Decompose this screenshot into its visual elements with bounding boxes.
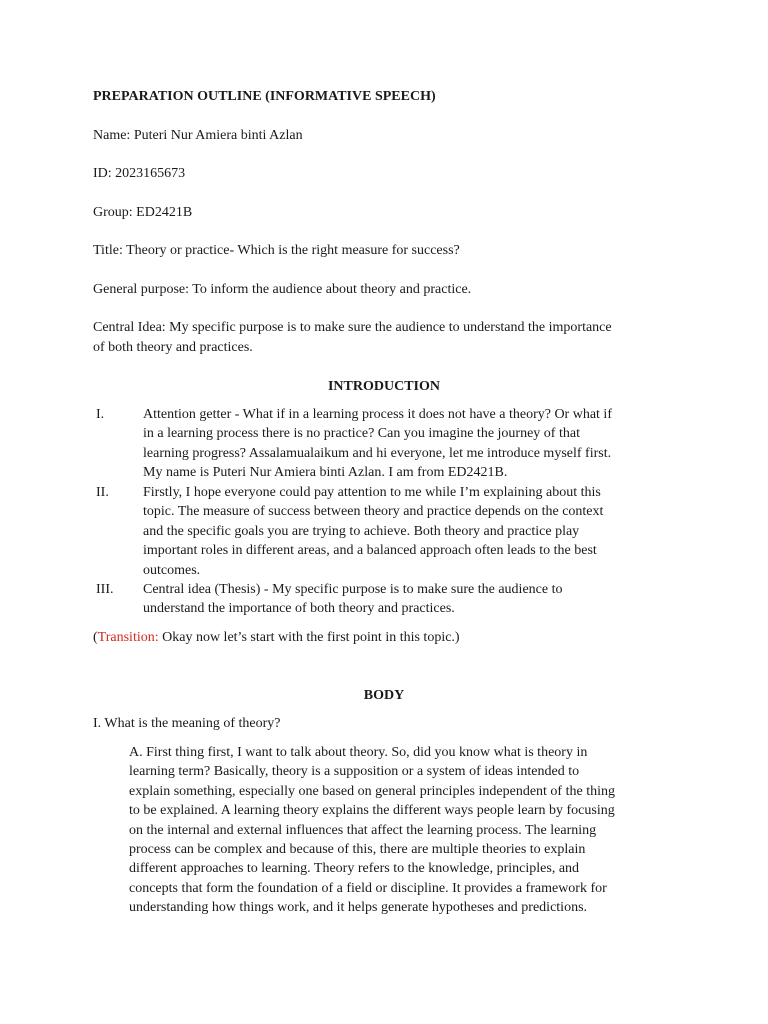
text-line: in a learning process there is no practice? Can you imagine the journey of that xyxy=(143,426,580,442)
text-line: topic. The measure of success between theory and practice depends on the context xyxy=(143,504,604,520)
text-line: important roles in different areas, and a balanced approach often leads to the best xyxy=(143,543,597,559)
intro-item-text xyxy=(143,483,663,580)
intro-item-numeral: II. xyxy=(96,485,109,500)
text-line: understanding how things work, and it helps generate hypotheses and predictions. xyxy=(129,900,588,916)
body-point-1-a-paragraph xyxy=(129,743,689,918)
text-line: process can be complex and because of this, there are multiple theories to explain xyxy=(129,842,586,858)
transition-line xyxy=(93,628,460,647)
text-line: Central idea (Thesis) - My specific purpose is to make sure the audience to xyxy=(143,582,563,597)
text-line: Attention getter - What if in a learning process it does not have a theory? Or what if xyxy=(143,407,612,422)
text-line: and the specific goals you are trying to achieve. Both theory and practice play xyxy=(143,523,580,539)
intro-item-text xyxy=(143,405,663,483)
text-line: understand the importance of both theory and practices. xyxy=(143,601,455,617)
group-line: Group: ED2421B xyxy=(93,205,193,220)
text-line: on the internal and external influences that affect the learning process. The learning xyxy=(129,822,597,838)
speech-title-line: Title: Theory or practice- Which is the right measure for success? xyxy=(93,243,460,258)
text-line: to be explained. A learning theory explains the different ways people learn by focusing xyxy=(129,803,615,819)
text-line: concepts that form the foundation of a field or discipline. It provides a framework for xyxy=(129,880,607,896)
introduction-heading: INTRODUCTION xyxy=(327,379,440,394)
text-line: explain something, especially one based on general principles independent of the thing xyxy=(129,783,615,799)
transition-open-paren: ( xyxy=(93,630,98,645)
text-line: learning progress? Assalamualaikum and hi everyone, let me introduce myself first. xyxy=(143,445,612,461)
text-line: different approaches to learning. Theory refers to the knowledge, principles, and xyxy=(129,861,580,877)
text-line: learning term? Basically, theory is a supposition or a system of ideas intended to xyxy=(129,764,580,780)
intro-item-text xyxy=(143,580,663,619)
transition-label: Transition: xyxy=(97,630,159,645)
intro-item-numeral: I. xyxy=(96,407,105,422)
text-line: Firstly, I hope everyone could pay attention to me while I’m explaining about this xyxy=(143,485,601,500)
name-line: Name: Puteri Nur Amiera binti Azlan xyxy=(93,128,303,143)
transition-text: Okay now let’s start with the first point in this topic.) xyxy=(158,630,460,645)
text-line: outcomes. xyxy=(143,562,201,578)
id-line: ID: 2023165673 xyxy=(93,166,186,181)
intro-item-numeral: III. xyxy=(96,582,114,597)
text-line: A. First thing first, I want to talk about theory. So, did you know what is theory in xyxy=(129,745,588,760)
document-title: PREPARATION OUTLINE (INFORMATIVE SPEECH) xyxy=(93,89,436,104)
general-purpose-line: General purpose: To inform the audience about theory and practice. xyxy=(93,282,472,297)
central-idea-line-2: of both theory and practices. xyxy=(93,340,253,355)
text-line: My name is Puteri Nur Amiera binti Azlan. I am from ED2421B. xyxy=(143,465,508,481)
central-idea-line-1: Central Idea: My specific purpose is to make sure the audience to understand the importance xyxy=(93,320,612,335)
body-point-1-title: I. What is the meaning of theory? xyxy=(93,716,281,731)
body-heading: BODY xyxy=(363,688,405,703)
